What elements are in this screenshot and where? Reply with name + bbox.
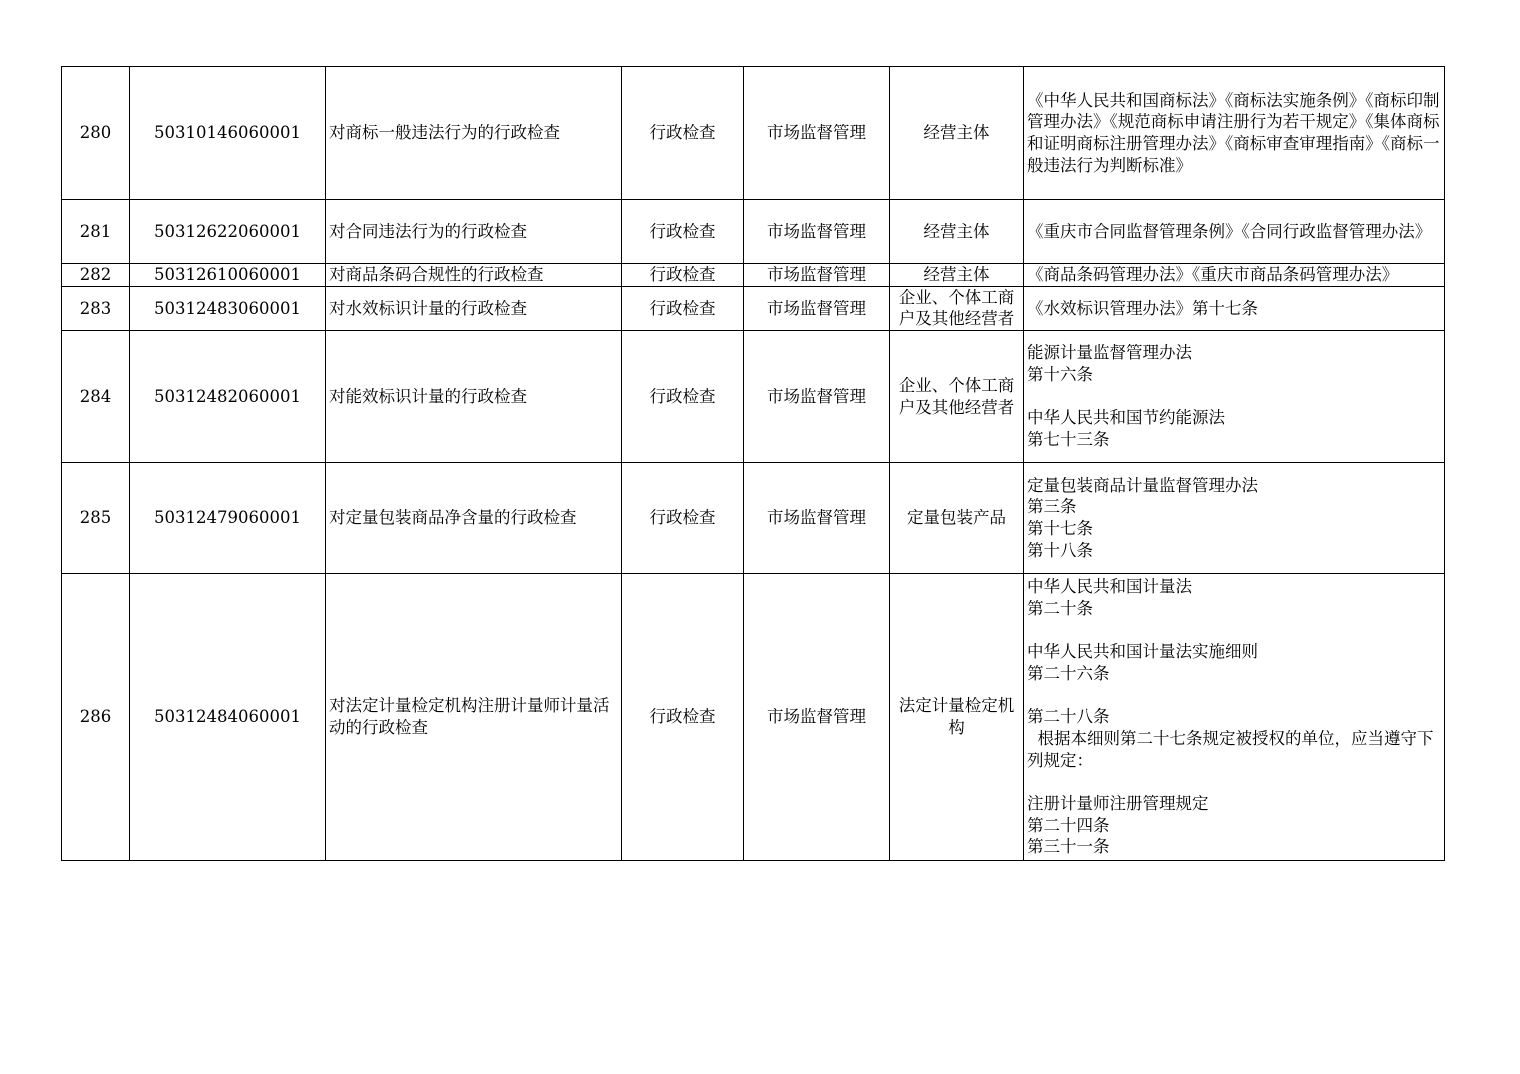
item-code: 50310146060001 [130, 67, 326, 200]
item-name: 对能效标识计量的行政检查 [326, 331, 622, 463]
item-object: 定量包装产品 [890, 463, 1024, 574]
item-department: 市场监督管理 [744, 574, 890, 861]
table-row [62, 574, 1445, 861]
item-code: 50312483060001 [130, 286, 326, 330]
table-row [62, 286, 1445, 330]
item-object: 企业、个体工商户及其他经营者 [890, 331, 1024, 463]
item-legal-basis: 《商品条码管理办法》《重庆市商品条码管理办法》 [1024, 264, 1445, 287]
item-department: 市场监督管理 [744, 331, 890, 463]
item-category: 行政检查 [622, 463, 744, 574]
item-category: 行政检查 [622, 264, 744, 287]
item-legal-basis: 《重庆市合同监督管理条例》《合同行政监督管理办法》 [1024, 200, 1445, 264]
item-object: 企业、个体工商户及其他经营者 [890, 286, 1024, 330]
table-row [62, 264, 1445, 287]
item-department: 市场监督管理 [744, 286, 890, 330]
item-department: 市场监督管理 [744, 463, 890, 574]
item-object: 法定计量检定机构 [890, 574, 1024, 861]
item-category: 行政检查 [622, 67, 744, 200]
item-name: 对商品条码合规性的行政检查 [326, 264, 622, 287]
row-number: 282 [62, 264, 130, 287]
table-row [62, 463, 1445, 574]
item-category: 行政检查 [622, 331, 744, 463]
item-name: 对法定计量检定机构注册计量师计量活动的行政检查 [326, 574, 622, 861]
item-code: 50312479060001 [130, 463, 326, 574]
item-name: 对定量包装商品净含量的行政检查 [326, 463, 622, 574]
item-object: 经营主体 [890, 264, 1024, 287]
row-number: 283 [62, 286, 130, 330]
table-row [62, 200, 1445, 264]
row-number: 285 [62, 463, 130, 574]
item-legal-basis: 能源计量监督管理办法 第十六条 中华人民共和国节约能源法 第七十三条 [1024, 331, 1445, 463]
item-legal-basis: 定量包装商品计量监督管理办法 第三条 第十七条 第十八条 [1024, 463, 1445, 574]
item-code: 50312482060001 [130, 331, 326, 463]
item-category: 行政检查 [622, 574, 744, 861]
item-object: 经营主体 [890, 200, 1024, 264]
item-legal-basis: 《中华人民共和国商标法》《商标法实施条例》《商标印制管理办法》《规范商标申请注册行为若干规定》《集体商标和证明商标注册管理办法》《商标审查审理指南》《商标一般违法行为判断标准》 [1024, 67, 1445, 200]
item-department: 市场监督管理 [744, 200, 890, 264]
table-row [62, 67, 1445, 200]
item-object: 经营主体 [890, 67, 1024, 200]
table-row [62, 331, 1445, 463]
inspection-items-table [61, 66, 1445, 861]
item-code: 50312610060001 [130, 264, 326, 287]
item-category: 行政检查 [622, 286, 744, 330]
row-number: 286 [62, 574, 130, 861]
item-department: 市场监督管理 [744, 264, 890, 287]
row-number: 281 [62, 200, 130, 264]
item-name: 对商标一般违法行为的行政检查 [326, 67, 622, 200]
item-category: 行政检查 [622, 200, 744, 264]
item-legal-basis: 中华人民共和国计量法 第二十条 中华人民共和国计量法实施细则 第二十六条 第二十八条 根据本细则第二十七条规定被授权的单位，应当遵守下列规定： 注册计量师注册管理规定 第二十四条 第三十一条 [1024, 574, 1445, 861]
item-name: 对水效标识计量的行政检查 [326, 286, 622, 330]
row-number: 280 [62, 67, 130, 200]
row-number: 284 [62, 331, 130, 463]
item-legal-basis: 《水效标识管理办法》第十七条 [1024, 286, 1445, 330]
item-code: 50312484060001 [130, 574, 326, 861]
item-department: 市场监督管理 [744, 67, 890, 200]
item-name: 对合同违法行为的行政检查 [326, 200, 622, 264]
item-code: 50312622060001 [130, 200, 326, 264]
